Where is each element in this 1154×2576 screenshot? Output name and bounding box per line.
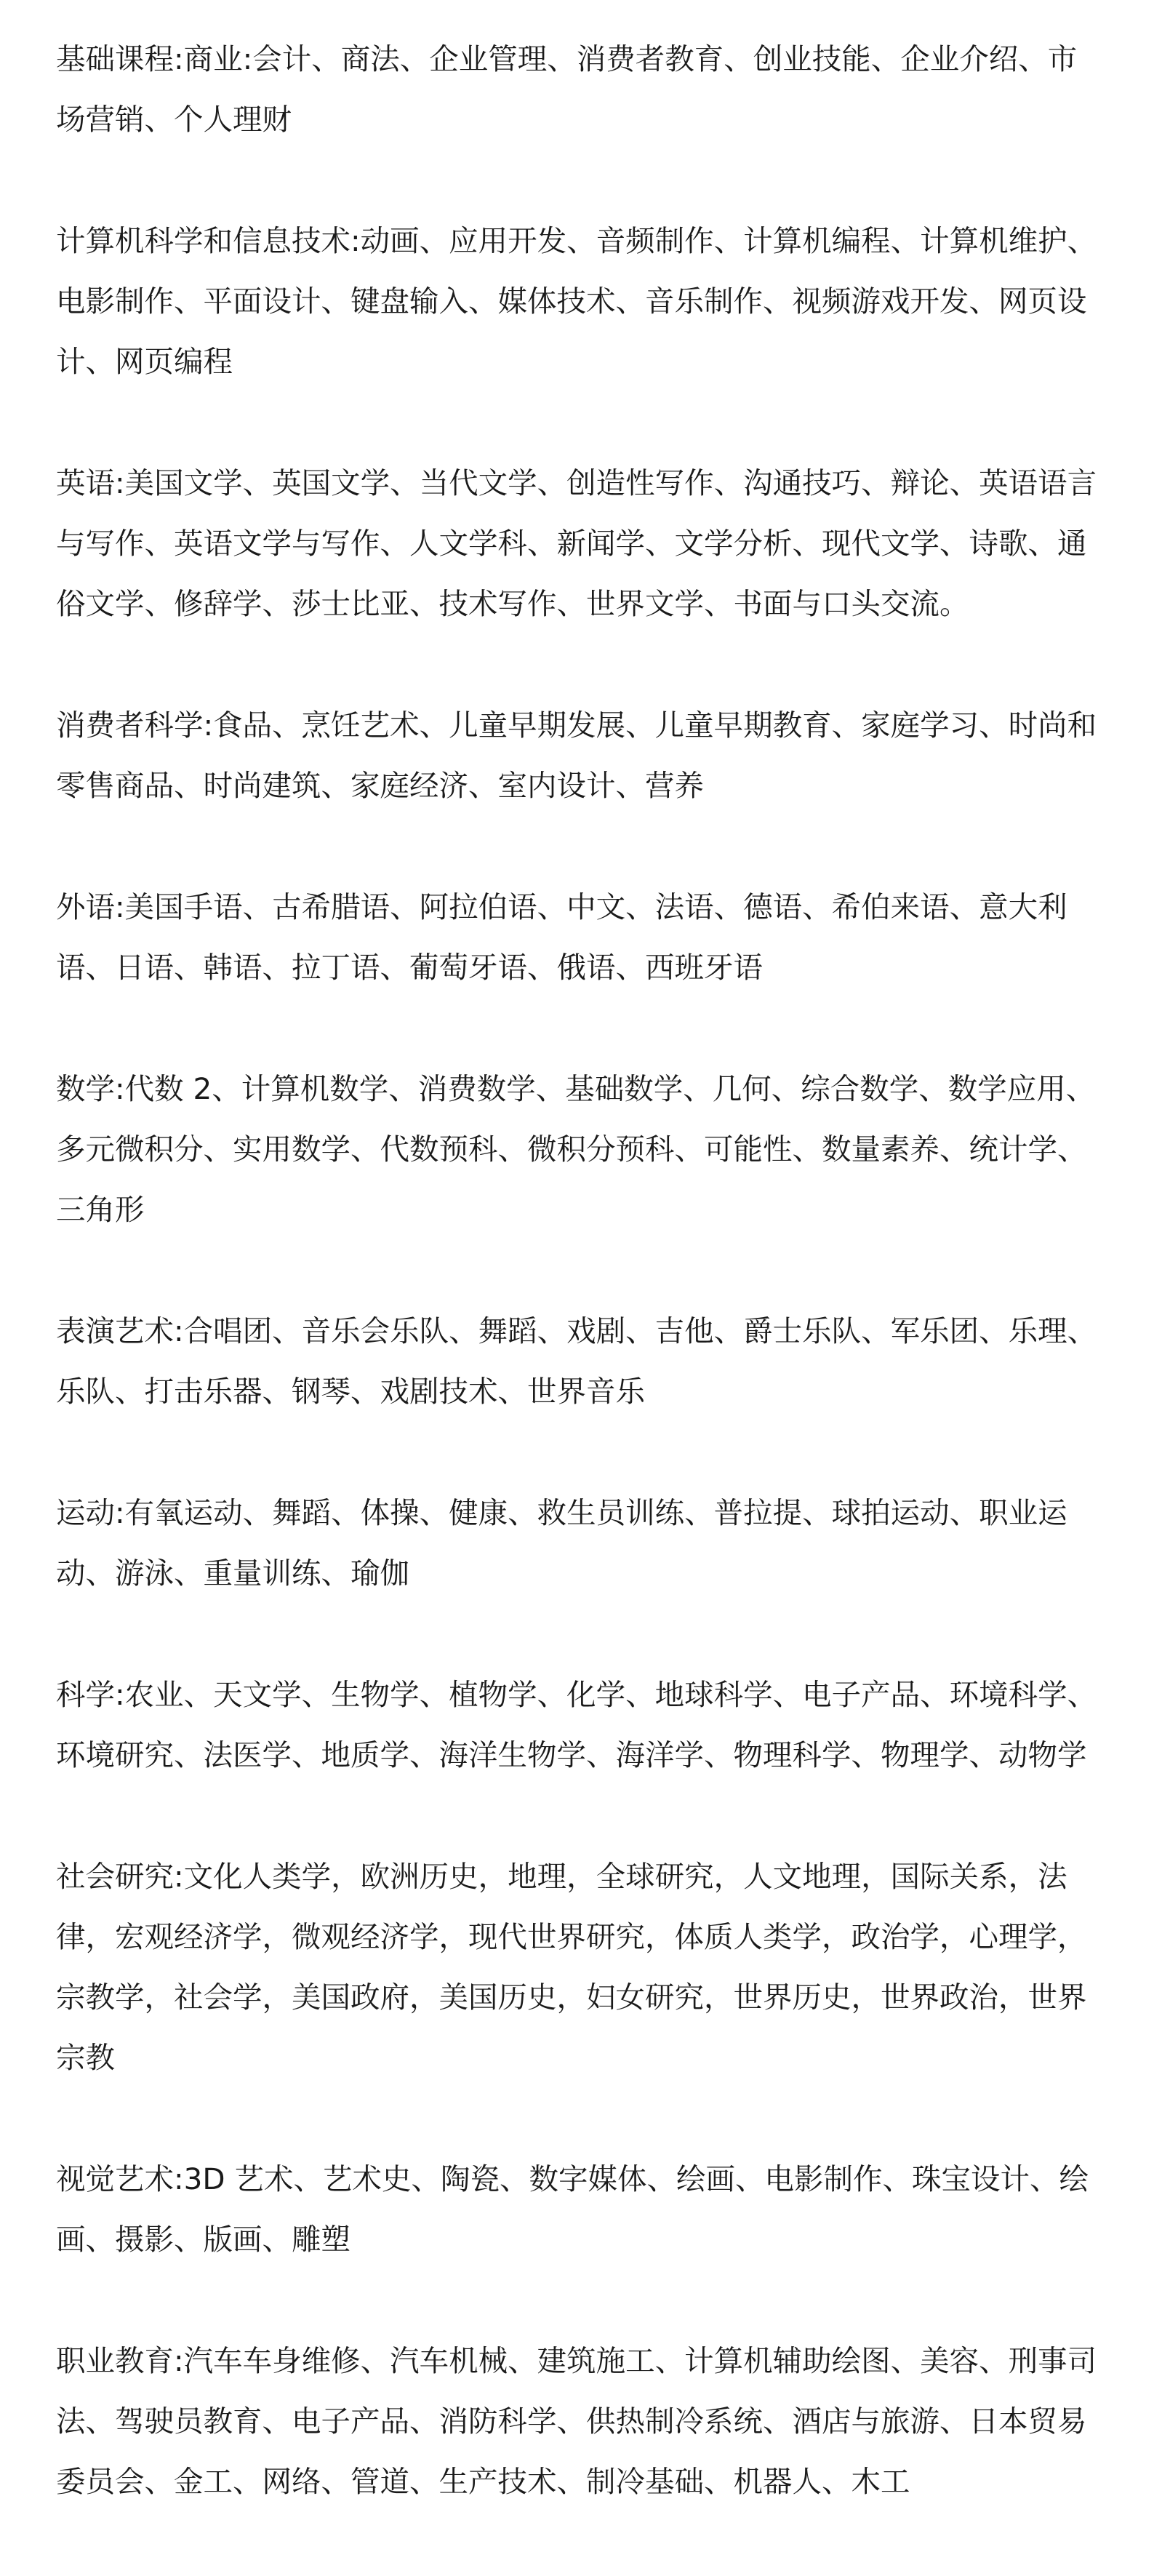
category-label: 消费者科学: <box>56 708 214 743</box>
paragraph-consumer-science <box>56 695 1103 816</box>
paragraph-science <box>56 1665 1103 1785</box>
paragraph-math <box>56 1059 1103 1240</box>
paragraph-computer-science <box>56 211 1103 392</box>
paragraph-performing-arts <box>56 1301 1103 1422</box>
category-label: 外语: <box>56 889 125 924</box>
category-content: 美国文学、英国文学、当代文学、创造性写作、沟通技巧、辩论、英语语言与写作、英语文学与写作、人文学科、新闻学、文学分析、现代文学、诗歌、通俗文学、修辞学、莎士比亚、技术写作、世界文学、书面与口头交流。 <box>56 465 1097 621</box>
category-label: 社会研究: <box>56 1859 184 1894</box>
paragraph-basic-courses <box>56 29 1103 150</box>
category-content: 汽车车身维修、汽车机械、建筑施工、计算机辅助绘图、美容、刑事司法、驾驶员教育、电子产品、消防科学、供热制冷系统、酒店与旅游、日本贸易委员会、金工、网络、管道、生产技术、制冷基础、机器人、木工 <box>56 2343 1097 2499</box>
category-label: 数学: <box>56 1071 125 1106</box>
category-content: 食品、烹饪艺术、儿童早期发展、儿童早期教育、家庭学习、时尚和零售商品、时尚建筑、家庭经济、室内设计、营养 <box>56 708 1097 803</box>
course-list <box>56 29 1103 2512</box>
category-label: 英语: <box>56 465 125 500</box>
category-content: 3D 艺术、艺术史、陶瓷、数字媒体、绘画、电影制作、珠宝设计、绘画、摄影、版画、雕塑 <box>56 2161 1089 2257</box>
category-label: 运动: <box>56 1495 125 1530</box>
category-content: 代数 2、计算机数学、消费数学、基础数学、几何、综合数学、数学应用、多元微积分、实用数学、代数预科、微积分预科、可能性、数量素养、统计学、三角形 <box>56 1071 1096 1227</box>
category-label: 视觉艺术: <box>56 2161 184 2196</box>
paragraph-sports <box>56 1483 1103 1604</box>
paragraph-foreign-languages <box>56 877 1103 998</box>
category-content: 农业、天文学、生物学、植物学、化学、地球科学、电子产品、环境科学、环境研究、法医学、地质学、海洋生物学、海洋学、物理科学、物理学、动物学 <box>56 1677 1097 1772</box>
paragraph-english <box>56 453 1103 634</box>
category-content: 文化人类学，欧洲历史，地理，全球研究，人文地理，国际关系，法律，宏观经济学，微观经济学，现代世界研究，体质人类学，政治学，心理学，宗教学，社会学，美国政府，美国历史，妇女研究，世界历史，世界政治，世界宗教 <box>56 1859 1087 2075</box>
category-content: 有氧运动、舞蹈、体操、健康、救生员训练、普拉提、球拍运动、职业运动、游泳、重量训练、瑜伽 <box>56 1495 1067 1591</box>
category-content: 商业:会计、商法、企业管理、消费者教育、创业技能、企业介绍、市场营销、个人理财 <box>56 41 1078 137</box>
category-label: 科学: <box>56 1677 125 1712</box>
category-label: 基础课程: <box>56 41 184 76</box>
category-label: 表演艺术: <box>56 1313 184 1348</box>
paragraph-vocational-education <box>56 2331 1103 2512</box>
category-label: 计算机科学和信息技术: <box>56 223 361 258</box>
category-label: 职业教育: <box>56 2343 184 2378</box>
category-content: 合唱团、音乐会乐队、舞蹈、戏剧、吉他、爵士乐队、军乐团、乐理、乐队、打击乐器、钢琴、戏剧技术、世界音乐 <box>56 1313 1097 1409</box>
category-content: 美国手语、古希腊语、阿拉伯语、中文、法语、德语、希伯来语、意大利语、日语、韩语、拉丁语、葡萄牙语、俄语、西班牙语 <box>56 889 1067 985</box>
category-content: 动画、应用开发、音频制作、计算机编程、计算机维护、电影制作、平面设计、键盘输入、媒体技术、音乐制作、视频游戏开发、网页设计、网页编程 <box>56 223 1097 379</box>
paragraph-visual-arts <box>56 2149 1103 2270</box>
paragraph-social-studies <box>56 1847 1103 2088</box>
